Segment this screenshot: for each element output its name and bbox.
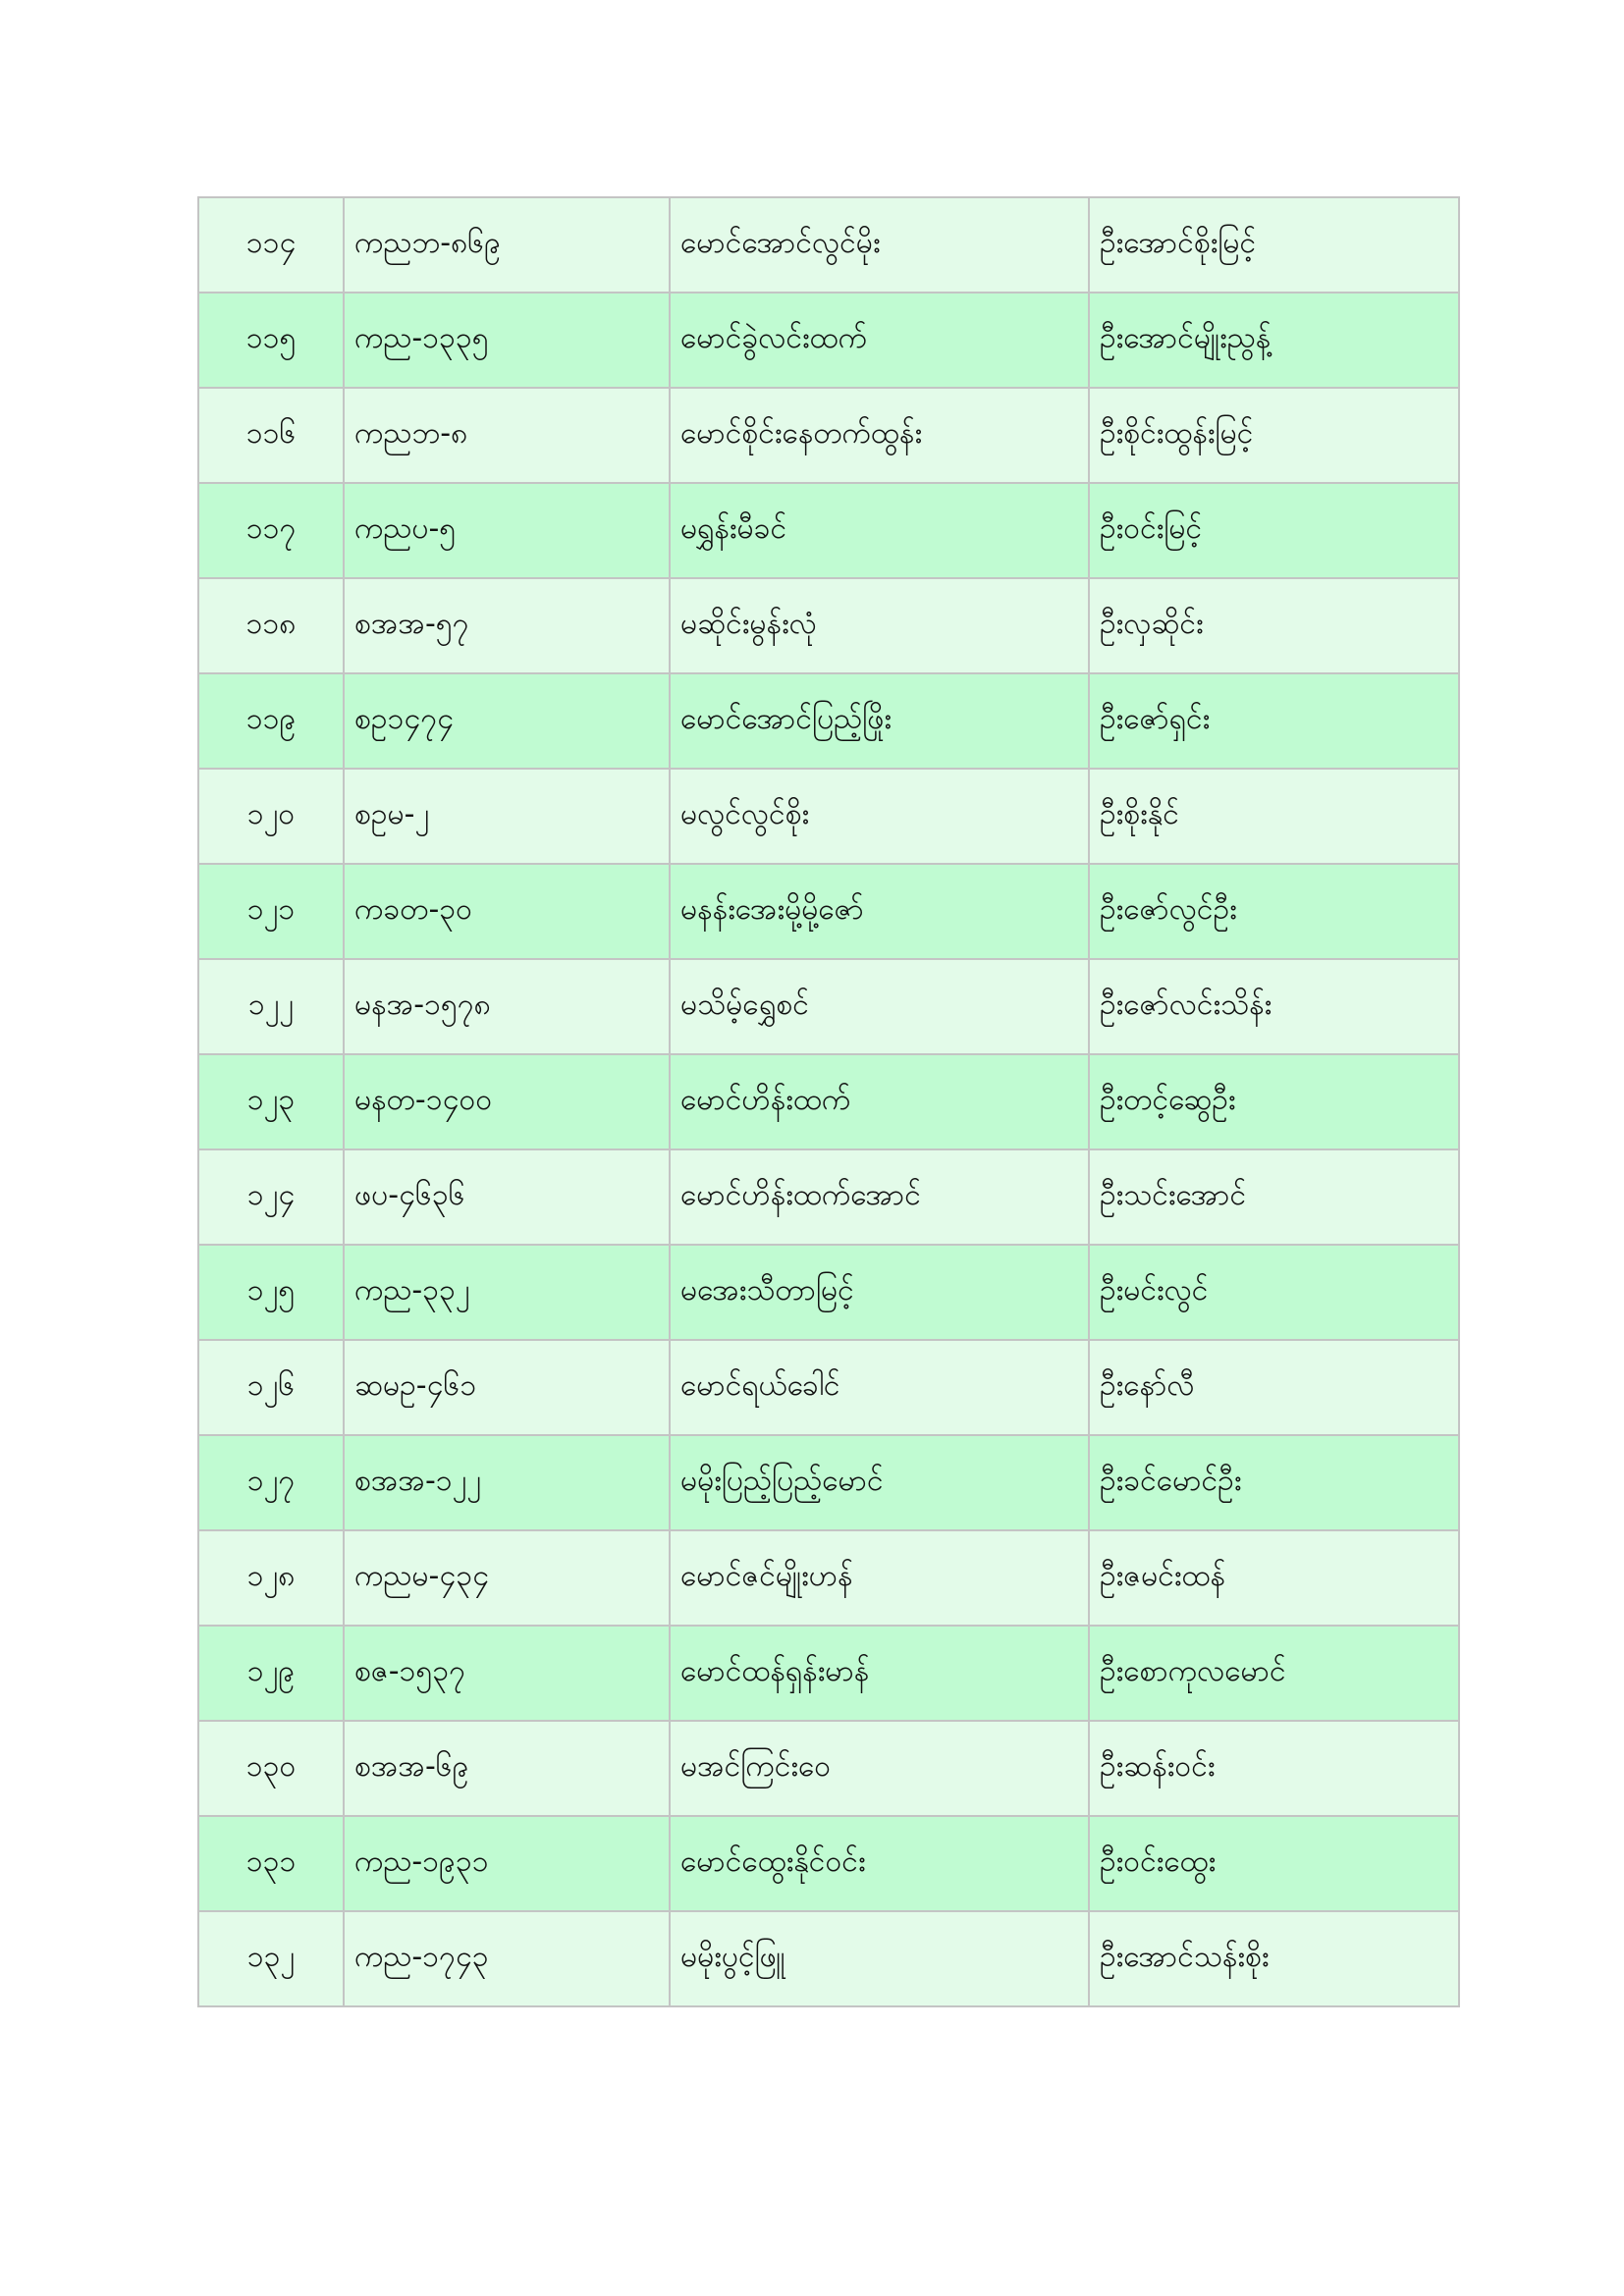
father-name-cell: ဦးခင်မောင်ဦး <box>1089 1435 1459 1530</box>
table-row <box>198 1245 1459 1340</box>
table-row <box>198 1149 1459 1245</box>
father-name-cell: ဦးအောင်သန်းစိုး <box>1089 1911 1459 2006</box>
student-name-cell: မလွင်လွင်စိုး <box>670 769 1089 864</box>
table-row <box>198 197 1459 293</box>
serial-number-cell: ၁၁၅ <box>198 293 344 388</box>
registration-id-cell: ကညမ-၄၃၄ <box>344 1530 670 1626</box>
father-name-cell: ဦးတင့်ဆွေဦး <box>1089 1054 1459 1149</box>
serial-number-cell: ၁၂၈ <box>198 1530 344 1626</box>
serial-number-cell: ၁၂၄ <box>198 1149 344 1245</box>
student-name-cell: မအေးသီတာမြင့် <box>670 1245 1089 1340</box>
serial-number-cell: ၁၂၁ <box>198 864 344 959</box>
registration-id-cell: စဥ၁၄၇၄ <box>344 673 670 769</box>
registration-id-cell: မနတ-၁၄၀၀ <box>344 1054 670 1149</box>
registration-id-cell: ကညဘ-၈၆၉ <box>344 197 670 293</box>
student-name-cell: မနန်းအေးမို့မို့ဇော် <box>670 864 1089 959</box>
student-name-cell: မရွှန်းမီခင် <box>670 483 1089 578</box>
serial-number-cell: ၁၁၇ <box>198 483 344 578</box>
father-name-cell: ဦးစောကုလမောင် <box>1089 1626 1459 1721</box>
serial-number-cell: ၁၂၀ <box>198 769 344 864</box>
father-name-cell: ဦးမင်းလွင် <box>1089 1245 1459 1340</box>
registration-id-cell: စဥမ-၂ <box>344 769 670 864</box>
father-name-cell: ဦးအောင်စိုးမြင့် <box>1089 197 1459 293</box>
father-name-cell: ဦးဝင်းထွေး <box>1089 1816 1459 1911</box>
father-name-cell: ဦးသင်းအောင် <box>1089 1149 1459 1245</box>
table-row <box>198 1721 1459 1816</box>
student-name-cell: မောင်ဟိန်းထက်အောင် <box>670 1149 1089 1245</box>
serial-number-cell: ၁၃၀ <box>198 1721 344 1816</box>
table-row <box>198 1626 1459 1721</box>
serial-number-cell: ၁၁၆ <box>198 388 344 483</box>
registration-id-cell: ကည-၁၇၄၃ <box>344 1911 670 2006</box>
father-name-cell: ဦးဇော်လွင်ဦး <box>1089 864 1459 959</box>
father-name-cell: ဦးစိုင်းထွန်းမြင့် <box>1089 388 1459 483</box>
student-name-cell: မောင်ဇင်မျိုးဟန် <box>670 1530 1089 1626</box>
student-name-cell: မမိုးပြည့်ပြည့်မောင် <box>670 1435 1089 1530</box>
father-name-cell: ဦးစိုးနိုင် <box>1089 769 1459 864</box>
serial-number-cell: ၁၃၂ <box>198 1911 344 2006</box>
student-name-cell: မောင်ရယ်ခေါင် <box>670 1340 1089 1435</box>
table-row <box>198 1911 1459 2006</box>
student-name-cell: မောင်ဟိန်းထက် <box>670 1054 1089 1149</box>
table-row <box>198 293 1459 388</box>
father-name-cell: ဦးဝင်းမြင့် <box>1089 483 1459 578</box>
registration-id-cell: မနအ-၁၅၇၈ <box>344 959 670 1054</box>
table-row <box>198 673 1459 769</box>
student-name-cell: မောင်ခွဲလင်းထက် <box>670 293 1089 388</box>
table-row <box>198 1530 1459 1626</box>
table-row <box>198 483 1459 578</box>
student-name-cell: မောင်ထွေးနိုင်ဝင်း <box>670 1816 1089 1911</box>
father-name-cell: ဦးအောင်မျိုးညွန့် <box>1089 293 1459 388</box>
registration-id-cell: စအအ-၆၉ <box>344 1721 670 1816</box>
table-row <box>198 578 1459 673</box>
serial-number-cell: ၁၂၆ <box>198 1340 344 1435</box>
father-name-cell: ဦးလှဆိုင်း <box>1089 578 1459 673</box>
table-row <box>198 1340 1459 1435</box>
registration-id-cell: ကည-၁၃၃၅ <box>344 293 670 388</box>
serial-number-cell: ၁၁၄ <box>198 197 344 293</box>
student-name-cell: မောင်စိုင်းနေတက်ထွန်း <box>670 388 1089 483</box>
father-name-cell: ဦးဇော်ရှင်း <box>1089 673 1459 769</box>
registration-id-cell: ကညပ-၅ <box>344 483 670 578</box>
student-name-cell: မဆိုင်းမွန်းလုံ <box>670 578 1089 673</box>
serial-number-cell: ၁၂၇ <box>198 1435 344 1530</box>
registration-id-cell: ကည-၃၃၂ <box>344 1245 670 1340</box>
serial-number-cell: ၁၁၈ <box>198 578 344 673</box>
student-name-cell: မောင်အောင်ပြည့်ဖြိုး <box>670 673 1089 769</box>
registration-id-cell: ကညဘ-၈ <box>344 388 670 483</box>
serial-number-cell: ၁၂၅ <box>198 1245 344 1340</box>
table-row <box>198 388 1459 483</box>
registration-id-cell: ဖပ-၄၆၃၆ <box>344 1149 670 1245</box>
registration-id-cell: ကည-၁၉၃၁ <box>344 1816 670 1911</box>
table-row <box>198 864 1459 959</box>
father-name-cell: ဦးနော်လီ <box>1089 1340 1459 1435</box>
registration-id-cell: ကခတ-၃၀ <box>344 864 670 959</box>
records-table <box>197 196 1460 2007</box>
student-name-cell: မသိမ့်ရွှေစင် <box>670 959 1089 1054</box>
serial-number-cell: ၁၂၉ <box>198 1626 344 1721</box>
father-name-cell: ဦးဆန်းဝင်း <box>1089 1721 1459 1816</box>
table-row <box>198 1816 1459 1911</box>
student-name-cell: မောင်ထန်ရှန်းမာန် <box>670 1626 1089 1721</box>
registration-id-cell: စအအ-၁၂၂ <box>344 1435 670 1530</box>
student-name-cell: မအင်ကြင်းဝေ <box>670 1721 1089 1816</box>
serial-number-cell: ၁၃၁ <box>198 1816 344 1911</box>
registration-id-cell: စဇ-၁၅၃၇ <box>344 1626 670 1721</box>
student-name-cell: မမိုးပွင့်ဖြူ <box>670 1911 1089 2006</box>
father-name-cell: ဦးဇော်လင်းသိန်း <box>1089 959 1459 1054</box>
serial-number-cell: ၁၂၂ <box>198 959 344 1054</box>
table-row <box>198 769 1459 864</box>
registration-id-cell: ဆမဥ-၄၆၁ <box>344 1340 670 1435</box>
serial-number-cell: ၁၁၉ <box>198 673 344 769</box>
father-name-cell: ဦးဇမင်းထန် <box>1089 1530 1459 1626</box>
serial-number-cell: ၁၂၃ <box>198 1054 344 1149</box>
table-row <box>198 1435 1459 1530</box>
records-table-body <box>198 197 1459 2006</box>
table-row <box>198 1054 1459 1149</box>
student-name-cell: မောင်အောင်လွင်မိုး <box>670 197 1089 293</box>
registration-id-cell: စအအ-၅၇ <box>344 578 670 673</box>
table-row <box>198 959 1459 1054</box>
